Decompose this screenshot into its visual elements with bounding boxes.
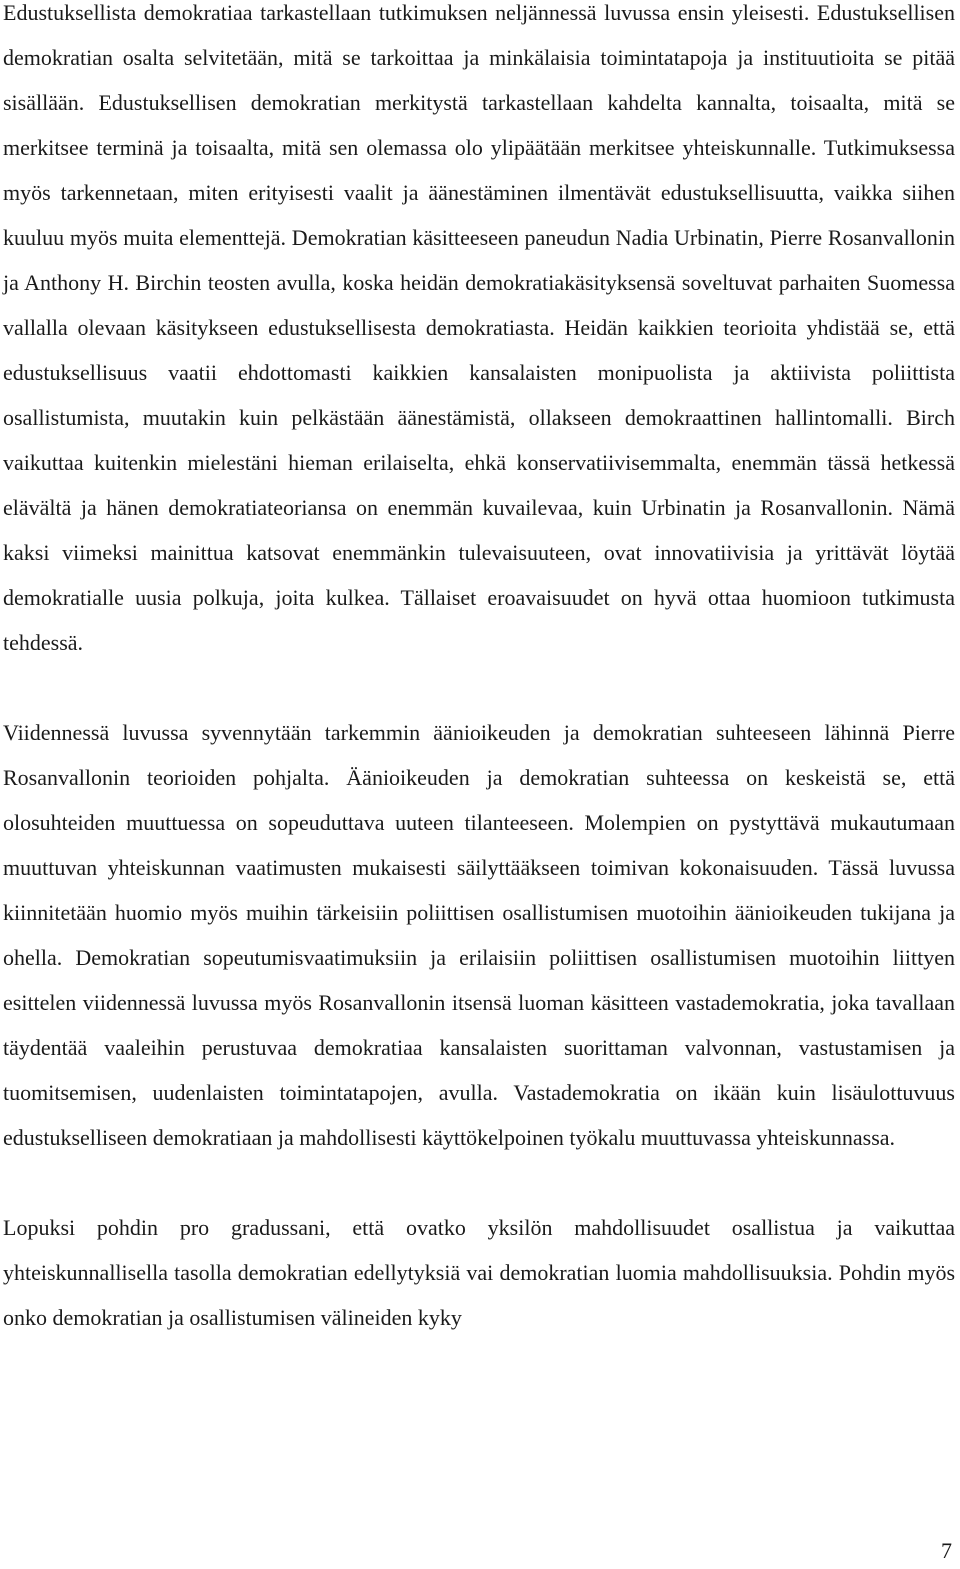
paragraph-chapter-four: Edustuksellista demokratiaa tarkastellaan tutkimuksen neljännessä luvussa ensin yleisesti. Edustuksellisen demokratian osalta selvitetään, mitä se tarkoittaa ja minkälaisia toimintatapoja ja instituutioita se pitää sisällään. Edustuksellisen demokratian merkitystä tarkastellaan kahdelta kannalta, toisaalta, mitä se merkitsee terminä ja toisaalta, mitä sen olemassa olo ylipäätään merkitsee yhteiskunnalle. Tutkimuksessa myös tarkennetaan, miten erityisesti vaalit ja äänestäminen ilmentävät edustuksellisuutta, vaikka siihen kuuluu myös muita elementtejä. Demokratian käsitteeseen paneudun Nadia Urbinatin, Pierre Rosanvallonin ja Anthony H. Birchin teosten avulla, koska heidän demokratiakäsityksensä soveltuvat parhaiten Suomessa vallalla olevaan käsitykseen edustuksellisesta demokratiasta. Heidän kaikkien teorioita yhdistää se, että edustuksellisuus vaatii ehdottomasti kaikkien kansalaisten monipuolista ja aktiivista poliittista osallistumista, muutakin kuin pelkästään äänestämistä, ollakseen demokraattinen hallintomalli. Birch vaikuttaa kuitenkin mielestäni hieman erilaiselta, ehkä konservatiivisemmalta, enemmän tässä hetkessä elävältä ja hänen demokratiateoriansa on enemmän kuvailevaa, kuin Urbinatin ja Rosanvallonin. Nämä kaksi viimeksi mainittua katsovat enemmänkin tulevaisuuteen, ovat innovatiivisia ja yrittävät löytää demokratialle uusia polkuja, joita kulkea. Tällaiset eroavaisuudet on hyvä ottaa huomioon tutkimusta tehdessä.: [3, 0, 955, 655]
paragraph-conclusion: Lopuksi pohdin pro gradussani, että ovatko yksilön mahdollisuudet osallistua ja vaikuttaa yhteiskunnallisella tasolla demokratian edellytyksiä vai demokratian luomia mahdollisuuksia. Pohdin myös onko demokratian ja osallistumisen välineiden kyky: [3, 1215, 955, 1330]
document-page: [3, 0, 955, 1340]
paragraph-chapter-five: Viidennessä luvussa syvennytään tarkemmin äänioikeuden ja demokratian suhteeseen lähinnä Pierre Rosanvallonin teorioiden pohjalta. Äänioikeuden ja demokratian suhteessa on keskeistä se, että olosuhteiden muuttuessa on sopeuduttava uuteen tilanteeseen. Molempien on pystyttävä mukautumaan muuttuvan yhteiskunnan vaatimusten mukaisesti säilyttääkseen toimivan kokonaisuuden. Tässä luvussa kiinnitetään huomio myös muihin tärkeisiin poliittisen osallistumisen muotoihin äänioikeuden tukijana ja ohella. Demokratian sopeutumisvaatimuksiin ja erilaisiin poliittisen osallistumisen muotoihin liittyen esittelen viidennessä luvussa myös Rosanvallonin itsensä luoman käsitteen vastademokratia, joka tavallaan täydentää vaaleihin perustuvaa demokratiaa kansalaisten suorittaman valvonnan, vastustamisen ja tuomitsemisen, uudenlaisten toimintatapojen, avulla. Vastademokratia on ikään kuin lisäulottuvuus edustukselliseen demokratiaan ja mahdollisesti käyttökelpoinen työkalu muuttuvassa yhteiskunnassa.: [3, 720, 955, 1150]
page-number: 7: [941, 1538, 952, 1563]
